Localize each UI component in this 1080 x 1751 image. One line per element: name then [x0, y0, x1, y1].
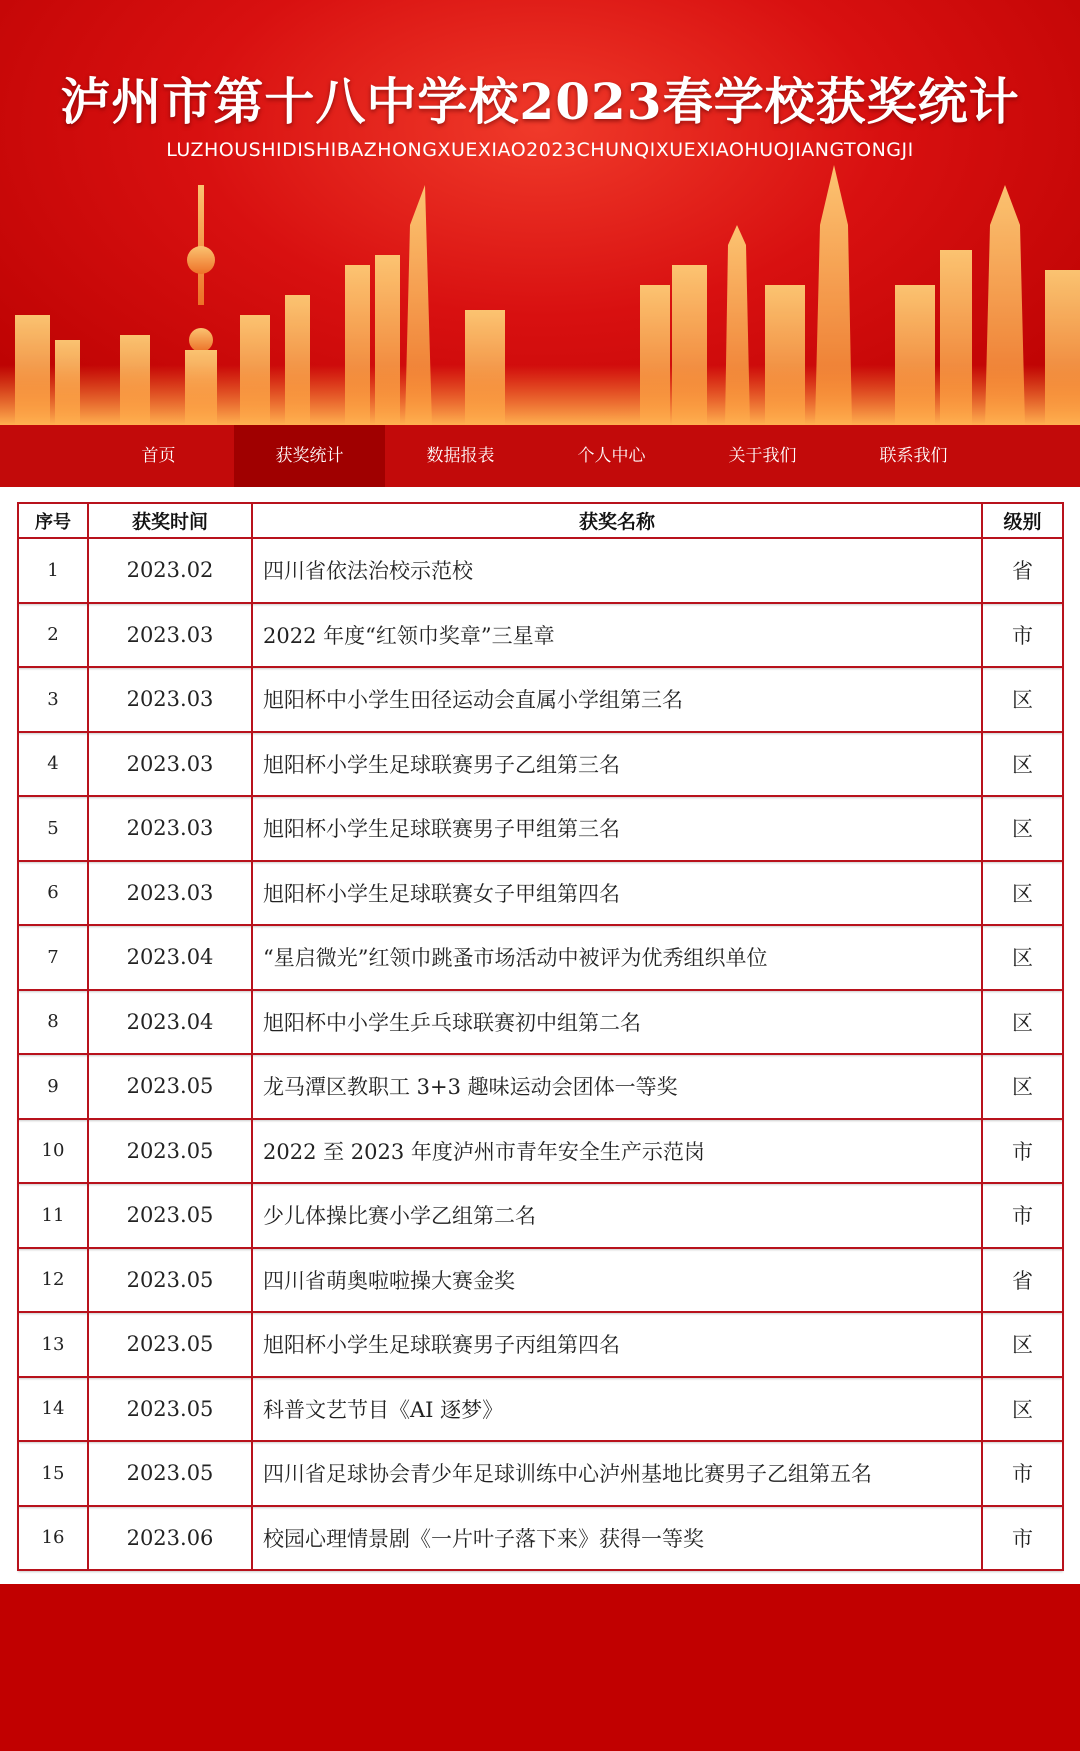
page-subtitle: LUZHOUSHIDISHIBAZHONGXUEXIAO2023CHUNQIXUEXIAOHUOJIANGTONGJI [166, 139, 914, 161]
table-row [18, 796, 1063, 861]
cell-award-name: 四川省依法治校示范校 [252, 538, 982, 603]
cell-level: 市 [982, 1506, 1063, 1571]
cell-level: 省 [982, 1248, 1063, 1313]
cell-level: 省 [982, 538, 1063, 603]
table-row [18, 861, 1063, 926]
table-row [18, 732, 1063, 797]
cell-level: 区 [982, 796, 1063, 861]
cell-level: 市 [982, 1119, 1063, 1184]
cell-award-name: 龙马潭区教职工 3+3 趣味运动会团体一等奖 [252, 1054, 982, 1119]
table-row [18, 1441, 1063, 1506]
cell-index: 12 [18, 1248, 88, 1313]
cell-date: 2023.03 [88, 796, 252, 861]
cell-award-name: “星启微光”红领巾跳蚤市场活动中被评为优秀组织单位 [252, 925, 982, 990]
table-row [18, 1183, 1063, 1248]
nav-contact-us[interactable]: 联系我们 [879, 446, 948, 466]
cell-date: 2023.03 [88, 667, 252, 732]
awards-table [17, 502, 1064, 1571]
cell-level: 区 [982, 990, 1063, 1055]
cell-award-name: 科普文艺节目《AI 逐梦》 [252, 1377, 982, 1442]
nav-about-us[interactable]: 关于我们 [728, 446, 797, 466]
cell-date: 2023.05 [88, 1377, 252, 1442]
cell-index: 1 [18, 538, 88, 603]
cell-date: 2023.05 [88, 1312, 252, 1377]
cell-index: 3 [18, 667, 88, 732]
cell-award-name: 旭阳杯小学生足球联赛男子甲组第三名 [252, 796, 982, 861]
cell-date: 2023.03 [88, 861, 252, 926]
cell-date: 2023.05 [88, 1248, 252, 1313]
cell-index: 8 [18, 990, 88, 1055]
cell-level: 市 [982, 1441, 1063, 1506]
table-row [18, 990, 1063, 1055]
cell-index: 16 [18, 1506, 88, 1571]
cell-date: 2023.02 [88, 538, 252, 603]
table-header-row [18, 503, 1063, 538]
table-row [18, 1312, 1063, 1377]
nav-data-report[interactable]: 数据报表 [426, 446, 495, 466]
table-row [18, 925, 1063, 990]
cell-level: 区 [982, 861, 1063, 926]
cell-date: 2023.05 [88, 1119, 252, 1184]
cell-level: 区 [982, 1312, 1063, 1377]
cell-level: 区 [982, 1377, 1063, 1442]
cell-level: 市 [982, 603, 1063, 668]
content-area [0, 487, 1080, 1584]
cell-date: 2023.05 [88, 1054, 252, 1119]
cell-level: 区 [982, 1054, 1063, 1119]
cell-level: 区 [982, 667, 1063, 732]
nav-home[interactable]: 首页 [141, 446, 176, 466]
col-header-level: 级别 [982, 503, 1063, 538]
cell-award-name: 2022 年度“红领巾奖章”三星章 [252, 603, 982, 668]
nav-award-stats[interactable]: 获奖统计 [234, 425, 385, 487]
cell-award-name: 旭阳杯小学生足球联赛女子甲组第四名 [252, 861, 982, 926]
table-row [18, 538, 1063, 603]
table-row [18, 1054, 1063, 1119]
cell-date: 2023.03 [88, 603, 252, 668]
cell-award-name: 旭阳杯中小学生田径运动会直属小学组第三名 [252, 667, 982, 732]
nav-personal-center[interactable]: 个人中心 [577, 446, 646, 466]
cell-date: 2023.04 [88, 925, 252, 990]
header-banner [0, 0, 1080, 425]
table-row [18, 1506, 1063, 1571]
cell-award-name: 旭阳杯小学生足球联赛男子乙组第三名 [252, 732, 982, 797]
main-nav [0, 425, 1080, 487]
cell-index: 13 [18, 1312, 88, 1377]
table-row [18, 1248, 1063, 1313]
col-header-date: 获奖时间 [88, 503, 252, 538]
col-header-award-name: 获奖名称 [252, 503, 982, 538]
cell-date: 2023.06 [88, 1506, 252, 1571]
table-row [18, 667, 1063, 732]
table-row [18, 1119, 1063, 1184]
table-row [18, 1377, 1063, 1442]
cell-date: 2023.05 [88, 1441, 252, 1506]
cell-date: 2023.04 [88, 990, 252, 1055]
cell-award-name: 旭阳杯中小学生乒乓球联赛初中组第二名 [252, 990, 982, 1055]
cell-index: 9 [18, 1054, 88, 1119]
col-header-index: 序号 [18, 503, 88, 538]
table-row [18, 603, 1063, 668]
cell-award-name: 四川省足球协会青少年足球训练中心泸州基地比赛男子乙组第五名 [252, 1441, 982, 1506]
cell-index: 11 [18, 1183, 88, 1248]
cell-index: 4 [18, 732, 88, 797]
cell-award-name: 校园心理情景剧《一片叶子落下来》获得一等奖 [252, 1506, 982, 1571]
page-title: 泸州市第十八中学校2023春学校获奖统计 [60, 72, 1020, 131]
cell-index: 15 [18, 1441, 88, 1506]
cell-level: 区 [982, 732, 1063, 797]
cell-index: 5 [18, 796, 88, 861]
cell-date: 2023.05 [88, 1183, 252, 1248]
cell-index: 2 [18, 603, 88, 668]
cell-level: 区 [982, 925, 1063, 990]
cell-index: 7 [18, 925, 88, 990]
cell-award-name: 少儿体操比赛小学乙组第二名 [252, 1183, 982, 1248]
cell-index: 14 [18, 1377, 88, 1442]
cell-award-name: 2022 至 2023 年度泸州市青年安全生产示范岗 [252, 1119, 982, 1184]
cell-level: 市 [982, 1183, 1063, 1248]
city-skyline-illustration [0, 165, 1080, 425]
cell-index: 10 [18, 1119, 88, 1184]
cell-award-name: 旭阳杯小学生足球联赛男子丙组第四名 [252, 1312, 982, 1377]
cell-award-name: 四川省萌奥啦啦操大赛金奖 [252, 1248, 982, 1313]
cell-index: 6 [18, 861, 88, 926]
cell-date: 2023.03 [88, 732, 252, 797]
